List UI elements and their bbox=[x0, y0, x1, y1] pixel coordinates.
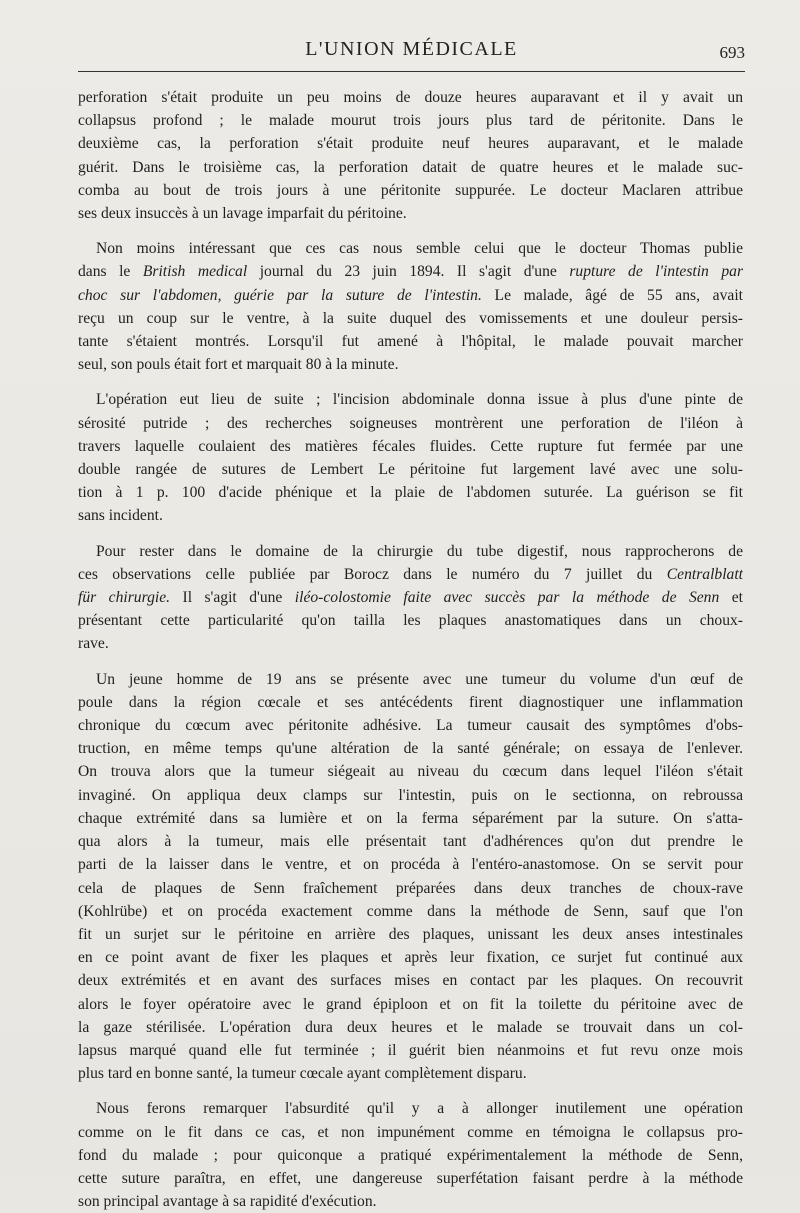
paragraph bbox=[78, 668, 743, 1086]
header-rule bbox=[78, 71, 745, 72]
text-run: On trouva alors que la tumeur siégeait au niveau du cœcum dans lequel l'iléon s'était bbox=[78, 763, 743, 781]
text-line bbox=[78, 330, 743, 353]
text-run: truction, en même temps qu'une altération de la santé générale; on essaya de l'enlever. bbox=[78, 740, 743, 758]
text-line bbox=[78, 132, 743, 155]
text-line bbox=[78, 1016, 743, 1039]
text-line bbox=[78, 714, 743, 737]
text-line bbox=[78, 458, 743, 481]
text-run: L'opération eut lieu de suite ; l'incision abdominale donna issue à plus d'une pinte de bbox=[96, 391, 743, 409]
paragraph bbox=[78, 388, 743, 527]
text-run: (Kohlrübe) et on procéda exactement comme dans la méthode de Senn, sauf que l'on bbox=[78, 902, 743, 920]
text-line bbox=[78, 993, 743, 1016]
text-run: et bbox=[719, 589, 743, 607]
text-line bbox=[78, 760, 743, 783]
italic-text: choc sur l'abdomen, guérie par la suture de l'intestin. bbox=[78, 286, 482, 304]
text-run: travers laquelle coulaient des matières fécales fluides. Cette rupture fut fermée par une bbox=[78, 437, 743, 455]
text-line bbox=[78, 1190, 743, 1213]
paragraph-gap bbox=[78, 225, 743, 237]
text-run: tion à 1 p. 100 d'acide phénique et la plaie de l'abdomen suturée. La guérison se fit bbox=[78, 484, 743, 502]
text-line bbox=[78, 737, 743, 760]
text-run: collapsus profond ; le malade mourut trois jours plus tard de péritonite. Dans le bbox=[78, 112, 743, 130]
text-run: tante s'étaient montrés. Lorsqu'il fut amené à l'hôpital, le malade pouvait marcher bbox=[78, 333, 743, 351]
text-run: dans le bbox=[78, 263, 143, 281]
text-run: reçu un coup sur le ventre, à la suite duquel des vomissements et une douleur persis- bbox=[78, 309, 743, 327]
paragraph-gap bbox=[78, 376, 743, 388]
text-line bbox=[78, 307, 743, 330]
paragraph bbox=[78, 1097, 743, 1213]
text-line bbox=[78, 1062, 743, 1085]
text-line bbox=[78, 563, 743, 586]
page-header bbox=[78, 32, 745, 76]
text-run: ses deux insuccès à un lavage imparfait du péritoine. bbox=[78, 205, 407, 223]
text-line bbox=[78, 609, 743, 632]
text-line bbox=[78, 784, 743, 807]
paragraph-gap bbox=[78, 1085, 743, 1097]
text-line bbox=[78, 1144, 743, 1167]
text-run: invaginé. On appliqua deux clamps sur l'intestin, puis on le sectionna, on rebroussa bbox=[78, 786, 743, 804]
text-run: alors le foyer opératoire avec le grand épiploon et on fit la toilette du péritoine avec de bbox=[78, 995, 743, 1013]
italic-text: Centralblatt bbox=[666, 565, 743, 583]
text-line bbox=[78, 1167, 743, 1190]
text-line bbox=[78, 481, 743, 504]
text-run: lapsus marqué quand elle fut terminée ; il guérit bien néanmoins et fut revu onze mois bbox=[78, 1041, 743, 1059]
text-line bbox=[78, 632, 743, 655]
text-line bbox=[78, 807, 743, 830]
paragraph-gap bbox=[78, 528, 743, 540]
text-line bbox=[78, 540, 743, 563]
text-run: fond du malade ; pour quiconque a pratiqué expérimentalement la méthode de Senn, bbox=[78, 1146, 743, 1164]
text-run: rave. bbox=[78, 635, 109, 653]
text-line bbox=[78, 1121, 743, 1144]
text-run: comme on le fit dans ce cas, et non impunément comme en témoigna le collapsus pro- bbox=[78, 1123, 743, 1141]
text-run: parti de la laisser dans le ventre, et on procéda à l'entéro-anastomose. On se servit pour bbox=[78, 856, 743, 874]
text-line bbox=[78, 946, 743, 969]
text-run: chronique du cœcum avec péritonite adhésive. La tumeur causait des symptômes d'obs- bbox=[78, 717, 743, 735]
text-line bbox=[78, 923, 743, 946]
text-line bbox=[78, 668, 743, 691]
text-run: ces observations celle publiée par Borocz dans le numéro du 7 juillet du bbox=[78, 565, 667, 583]
page-number: 693 bbox=[719, 43, 745, 62]
text-line bbox=[78, 853, 743, 876]
text-line bbox=[78, 969, 743, 992]
text-run: poule dans la région cœcale et ses antécédents firent diagnostiquer une inflammation bbox=[78, 693, 743, 711]
text-run: journal du 23 juin 1894. Il s'agit d'une bbox=[247, 263, 570, 281]
text-line bbox=[78, 388, 743, 411]
text-line bbox=[78, 504, 743, 527]
text-run: Il s'agit d'une bbox=[170, 589, 295, 607]
text-run: qua alors à la tumeur, mais elle présentait tant d'adhérences qu'on dut prendre le bbox=[78, 833, 743, 851]
text-line bbox=[78, 691, 743, 714]
text-line bbox=[78, 284, 743, 307]
text-run: la gaze stérilisée. L'opération dura deux heures et le malade se trouvait dans un col- bbox=[78, 1018, 743, 1036]
text-line bbox=[78, 830, 743, 853]
paragraph bbox=[78, 540, 743, 656]
text-line bbox=[78, 109, 743, 132]
text-line bbox=[78, 260, 743, 283]
text-run: deux extrémités et en avant des surfaces mises en contact par les plaques. On recouvrit bbox=[78, 972, 743, 990]
text-run: plus tard en bonne santé, la tumeur cœcale ayant complètement disparu. bbox=[78, 1065, 527, 1083]
italic-text: für chirurgie. bbox=[78, 589, 171, 607]
text-line bbox=[78, 353, 743, 376]
text-run: cette suture paraîtra, en effet, une dangereuse superfétation faisant perdre à la méthode bbox=[78, 1169, 743, 1187]
paragraph bbox=[78, 86, 743, 225]
text-run: sans incident. bbox=[78, 507, 163, 525]
text-run: cela de plaques de Senn fraîchement préparées dans deux tranches de choux-rave bbox=[78, 879, 743, 897]
body-text bbox=[78, 86, 743, 1213]
text-run: Un jeune homme de 19 ans se présente avec une tumeur du volume d'un œuf de bbox=[96, 670, 743, 688]
text-run: Non moins intéressant que ces cas nous semble celui que le docteur Thomas publie bbox=[96, 240, 743, 258]
text-run: en ce point avant de fixer les plaques et après leur fixation, ce surjet fut continué aux bbox=[78, 949, 743, 967]
text-run: Le malade, âgé de 55 ans, avait bbox=[481, 286, 743, 304]
italic-text: British medical bbox=[142, 263, 248, 281]
text-line bbox=[78, 156, 743, 179]
text-run: chaque extrémité dans sa lumière et on la ferma séparément par la suture. On s'atta- bbox=[78, 809, 743, 827]
text-run: Pour rester dans le domaine de la chirurgie du tube digestif, nous rapprocherons de bbox=[96, 542, 743, 560]
text-run: deuxième cas, la perforation s'était produite neuf heures auparavant, et le malade bbox=[78, 135, 743, 153]
text-line bbox=[78, 412, 743, 435]
text-line bbox=[78, 877, 743, 900]
text-run: son principal avantage à sa rapidité d'exécution. bbox=[78, 1193, 377, 1211]
italic-text: iléo-colostomie faite avec succès par la méthode de Senn bbox=[294, 589, 720, 607]
text-run: Nous ferons remarquer l'absurdité qu'il y a à allonger inutilement une opération bbox=[96, 1100, 743, 1118]
text-line bbox=[78, 179, 743, 202]
paragraph bbox=[78, 237, 743, 376]
text-line bbox=[78, 86, 743, 109]
text-run: fit un surjet sur le péritoine en arrière des plaques, unissant les deux anses intestinales bbox=[78, 925, 743, 943]
text-run: double rangée de sutures de Lembert Le péritoine fut largement lavé avec une solu- bbox=[78, 461, 743, 479]
text-run: sérosité putride ; des recherches soigneuses montrèrent une perforation de l'iléon à bbox=[78, 414, 743, 432]
text-line bbox=[78, 900, 743, 923]
text-line bbox=[78, 237, 743, 260]
text-line bbox=[78, 586, 743, 609]
text-run: présentant cette particularité qu'on tailla les plaques anastomatiques dans un choux- bbox=[78, 612, 743, 630]
text-run: comba au bout de trois jours à une péritonite suppurée. Le docteur Maclaren attribue bbox=[78, 181, 743, 199]
text-line bbox=[78, 1097, 743, 1120]
text-run: seul, son pouls était fort et marquait 80 à la minute. bbox=[78, 356, 399, 374]
italic-text: rupture de l'intestin par bbox=[569, 263, 743, 281]
text-line bbox=[78, 435, 743, 458]
running-title: L'UNION MÉDICALE bbox=[305, 38, 518, 60]
text-run: guérit. Dans le troisième cas, la perforation datait de quatre heures et le malade suc- bbox=[78, 158, 743, 176]
text-line bbox=[78, 1039, 743, 1062]
text-line bbox=[78, 202, 743, 225]
text-run: perforation s'était produite un peu moins de douze heures auparavant et il y avait un bbox=[78, 89, 743, 106]
paragraph-gap bbox=[78, 656, 743, 668]
